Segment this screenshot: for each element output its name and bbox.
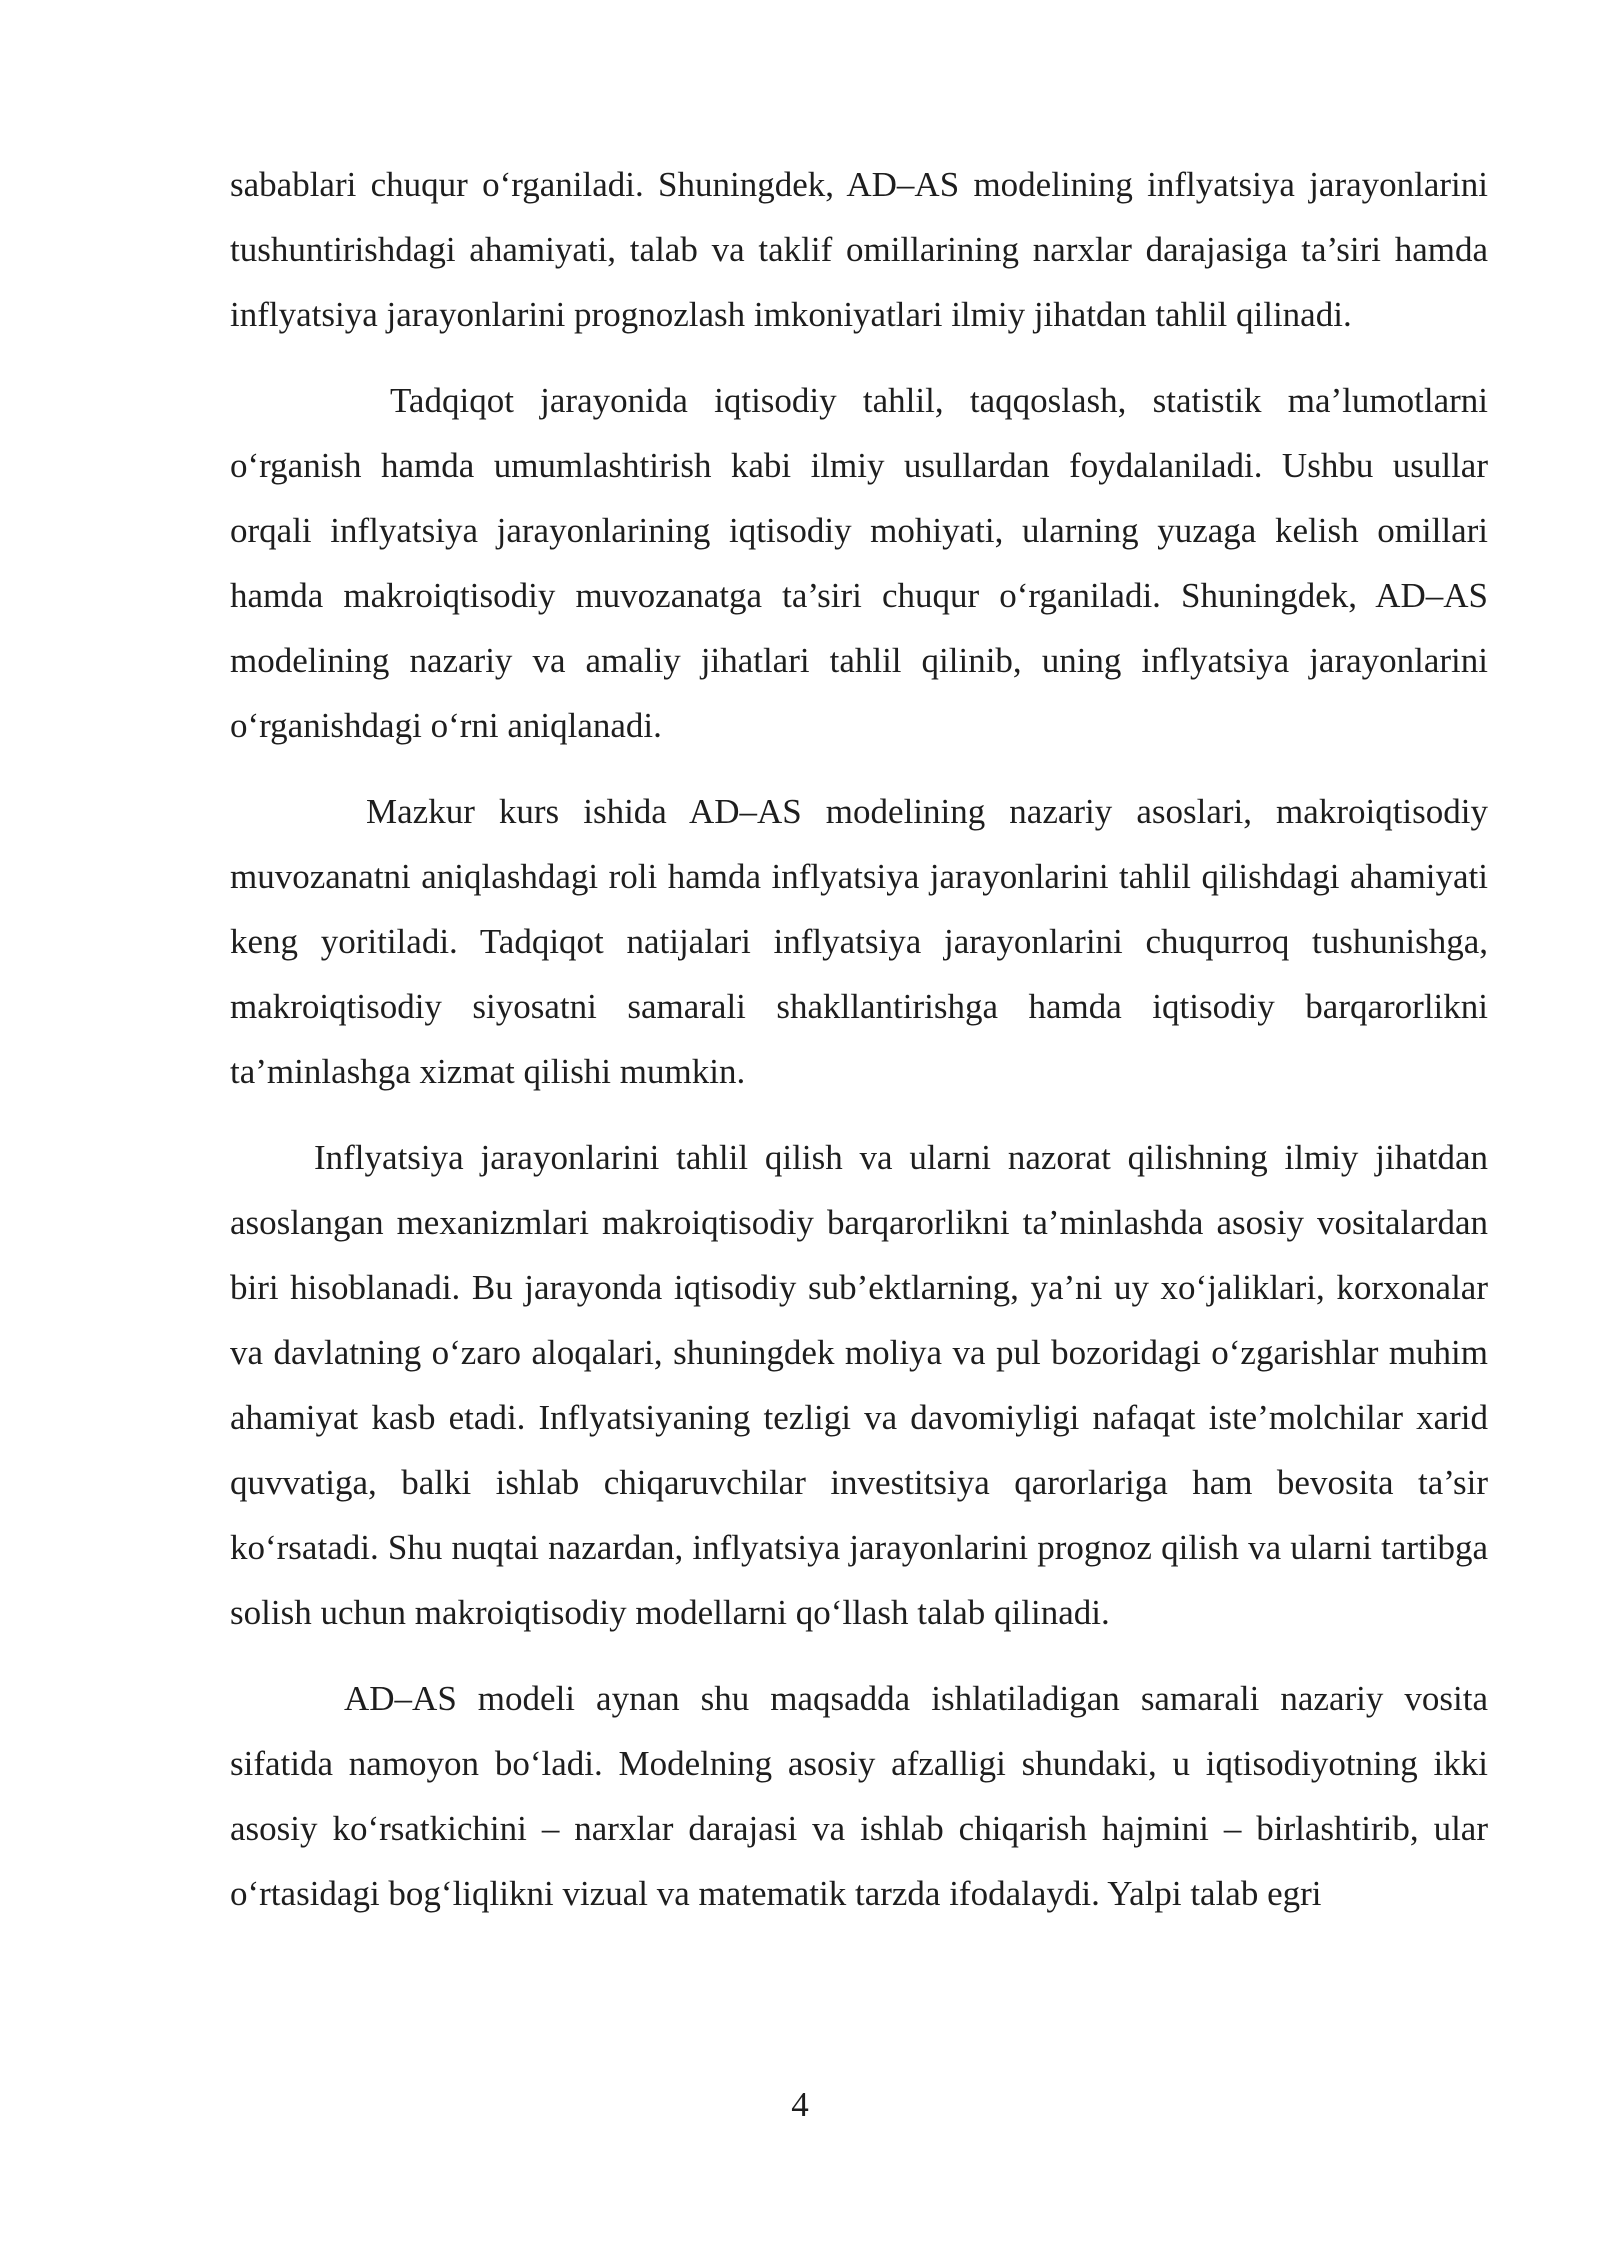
- paragraph-3: Mazkur kurs ishida AD–AS modelining nazariy asoslari, makroiqtisodiy muvozanatni aniqlashdagi roli hamda inflyatsiya jarayonlarini tahlil qilishdagi ahamiyati keng yoritiladi. Tadqiqot natijalari inflyatsiya jarayonlarini chuqurroq tushunishga, makroiqtisodiy siyosatni samarali shakllantirishga hamda iqtisodiy barqarorlikni ta’minlashga xizmat qilishi mumkin.: [230, 792, 1488, 1091]
- paragraph-4: Inflyatsiya jarayonlarini tahlil qilish va ularni nazorat qilishning ilmiy jihatdan asoslangan mexanizmlari makroiqtisodiy barqarorlikni ta’minlashda asosiy vositalardan biri hisoblanadi. Bu jarayonda iqtisodiy sub’ektlarning, ya’ni uy xo‘jaliklari, korxonalar va davlatning o‘zaro aloqalari, shuningdek moliya va pul bozoridagi o‘zgarishlar muhim ahamiyat kasb etadi. Inflyatsiyaning tezligi va davomiyligi nafaqat iste’molchilar xarid quvvatiga, balki ishlab chiqaruvchilar investitsiya qarorlariga ham bevosita ta’sir ko‘rsatadi. Shu nuqtai nazardan, inflyatsiya jarayonlarini prognoz qilish va ularni tartibga solish uchun makroiqtisodiy modellarni qo‘llash talab qilinadi.: [230, 1138, 1488, 1632]
- page-number: 4: [791, 2085, 809, 2124]
- body-text: [230, 152, 1488, 1926]
- paragraph-1: sabablari chuqur o‘rganiladi. Shuningdek, AD–AS modelining inflyatsiya jarayonlarini tushuntirishdagi ahamiyati, talab va taklif omillarining narxlar darajasiga ta’siri hamda inflyatsiya jarayonlarini prognozlash imkoniyatlari ilmiy jihatdan tahlil qilinadi.: [230, 165, 1488, 334]
- paragraph-2: Tadqiqot jarayonida iqtisodiy tahlil, taqqoslash, statistik ma’lumotlarni o‘rganish hamda umumlashtirish kabi ilmiy usullardan foydalaniladi. Ushbu usullar orqali inflyatsiya jarayonlarining iqtisodiy mohiyati, ularning yuzaga kelish omillari hamda makroiqtisodiy muvozanatga ta’siri chuqur o‘rganiladi. Shuningdek, AD–AS modelining nazariy va amaliy jihatlari tahlil qilinib, uning inflyatsiya jarayonlarini o‘rganishdagi o‘rni aniqlanadi.: [230, 381, 1488, 745]
- paragraph-5: AD–AS modeli aynan shu maqsadda ishlatiladigan samarali nazariy vosita sifatida namoyon bo‘ladi. Modelning asosiy afzalligi shundaki, u iqtisodiyotning ikki asosiy ko‘rsatkichini – narxlar darajasi va ishlab chiqarish hajmini – birlashtirib, ular o‘rtasidagi bog‘liqlikni vizual va matematik tarzda ifodalaydi. Yalpi talab egri: [230, 1679, 1488, 1913]
